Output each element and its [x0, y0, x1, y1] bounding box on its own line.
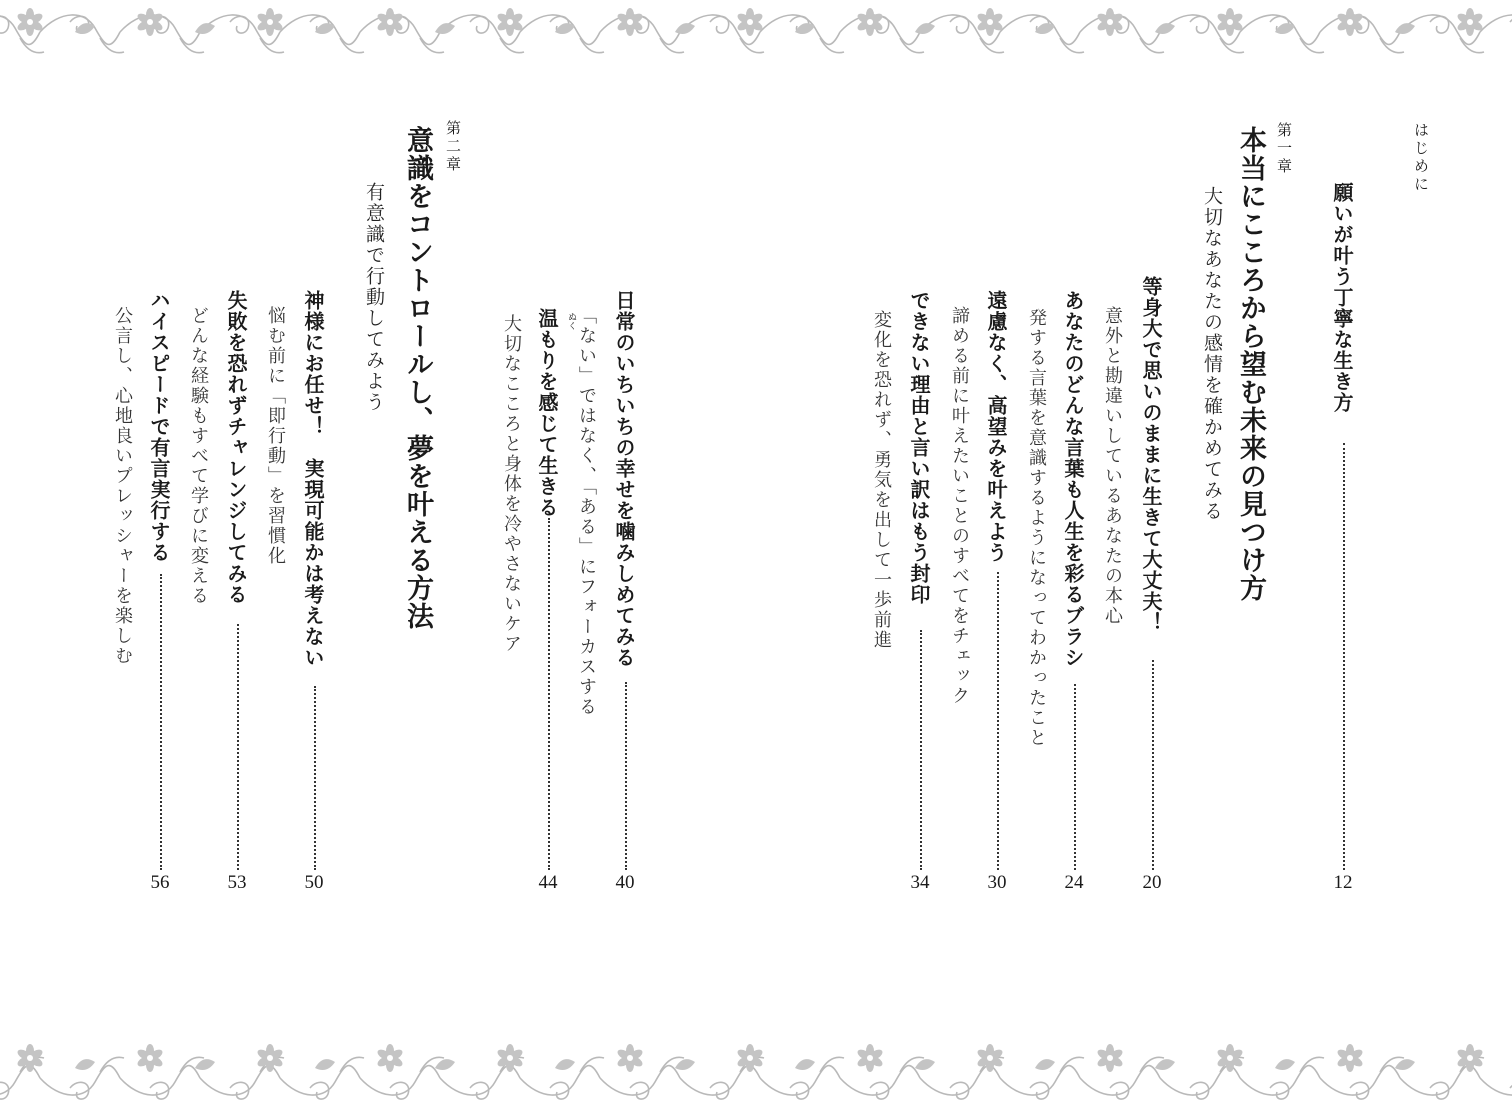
- chapter2-title[interactable]: 意識をコントロールし、夢を叶える方法: [402, 126, 433, 630]
- toc-page-number: 44: [538, 872, 558, 893]
- toc-entry-title[interactable]: ハイスピードで有言実行する: [147, 290, 171, 563]
- toc-entry-title[interactable]: 失敗を恐れずチャレンジしてみる: [224, 290, 248, 605]
- toc-leader-dots: [160, 574, 162, 870]
- floral-border-top: [0, 0, 1512, 92]
- toc-entry-subtitle: 発する言葉を意識するようになってわかったこと: [1026, 308, 1047, 748]
- toc-leader-dots: [314, 686, 316, 870]
- chapter2-label: 第二章: [444, 120, 462, 174]
- toc-page-number: 20: [1142, 872, 1162, 893]
- toc-page-number: 56: [150, 872, 170, 893]
- toc-leader-dots: [1152, 660, 1154, 870]
- toc-entry-subtitle: 悩む前に「即行動」を習慣化: [265, 306, 286, 566]
- toc-entry-subtitle: 諦める前に叶えたいことのすべてをチェック: [949, 306, 970, 706]
- intro-page-number: 12: [1333, 872, 1353, 893]
- chapter1-subtitle: 大切なあなたの感情を確かめてみる: [1201, 186, 1223, 522]
- ruby-reading: ぬく: [566, 312, 576, 330]
- toc-page-number: 53: [227, 872, 247, 893]
- toc-entry-title[interactable]: 遠慮なく、高望みを叶えよう: [984, 290, 1008, 563]
- toc-leader-dots: [920, 630, 922, 870]
- toc-entry-title[interactable]: あなたのどんな言葉も人生を彩るブラシ: [1061, 290, 1085, 668]
- toc-entry-subtitle: どんな経験もすべて学びに変える: [188, 306, 209, 606]
- toc-entry-title[interactable]: 日常のいちいちの幸せを噛みしめてみる: [612, 290, 636, 668]
- toc-entry-subtitle: 公言し、心地良いプレッシャーを楽しむ: [112, 306, 133, 666]
- chapter1-title[interactable]: 本当にこころから望む未来の見つけ方: [1235, 126, 1266, 602]
- toc-page-number: 24: [1064, 872, 1084, 893]
- toc-entry-subtitle: 大切なこころと身体を冷やさないケア: [501, 314, 522, 654]
- toc-leader-dots: [625, 682, 627, 870]
- toc-page-number: 34: [910, 872, 930, 893]
- toc-entry-subtitle: 「ない」ではなく、「ある」にフォーカスする: [576, 306, 597, 717]
- floral-border-bottom: [0, 1018, 1512, 1110]
- toc-leader-dots: [1074, 684, 1076, 870]
- toc-entry-title[interactable]: できない理由と言い訳はもう封印: [907, 290, 931, 605]
- toc-page-number: 30: [987, 872, 1007, 893]
- toc-entry-subtitle: 意外と勘違いしているあなたの本心: [1102, 306, 1123, 626]
- intro-entry-title[interactable]: 願いが叶う丁寧な生き方: [1330, 182, 1354, 413]
- toc-page-number: 50: [304, 872, 324, 893]
- toc-entry-subtitle: 変化を恐れず、勇気を出して一歩前進: [871, 310, 892, 650]
- intro-label: はじめに: [1412, 122, 1430, 194]
- toc-leader-dots: [548, 518, 550, 870]
- toc-entry-title[interactable]: 神様にお任せ！ 実現可能かは考えない: [301, 290, 325, 668]
- intro-leader-dots: [1343, 443, 1345, 870]
- toc-entry-title[interactable]: 温もりを感じて生きる: [535, 308, 559, 518]
- toc-entry-title[interactable]: 等身大で思いのままに生きて大丈夫！: [1139, 276, 1163, 633]
- toc-leader-dots: [237, 624, 239, 870]
- chapter2-subtitle: 有意識で行動してみよう: [363, 182, 385, 413]
- chapter1-label: 第一章: [1275, 122, 1293, 176]
- toc-page-number: 40: [615, 872, 635, 893]
- toc-leader-dots: [997, 572, 999, 870]
